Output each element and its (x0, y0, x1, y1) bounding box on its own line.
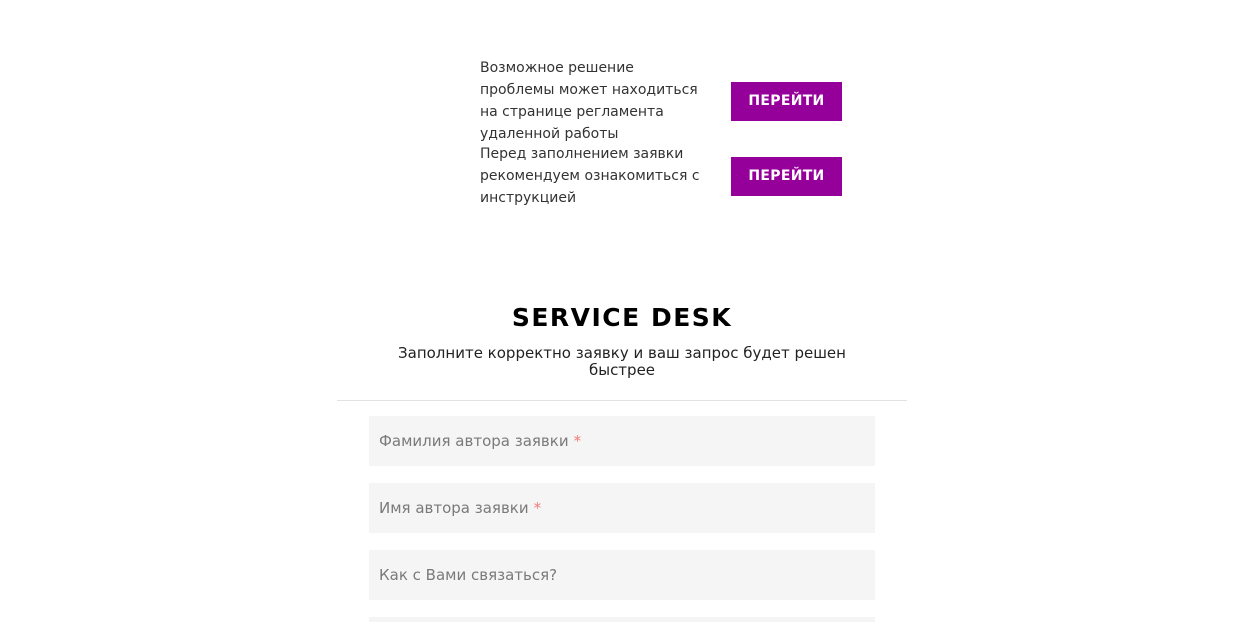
surname-placeholder: Фамилия автора заявки (379, 432, 569, 450)
divider (337, 400, 907, 401)
instruction-go-button[interactable]: ПЕРЕЙТИ (731, 157, 842, 196)
form-title: SERVICE DESK (511, 303, 733, 332)
contact-placeholder: Как с Вами связаться? (379, 566, 558, 584)
required-mark: * (533, 499, 542, 517)
instruction-info-row (480, 143, 842, 209)
surname-field[interactable] (369, 416, 875, 466)
name-field[interactable] (369, 483, 875, 533)
name-placeholder: Имя автора заявки (379, 499, 529, 517)
contact-field[interactable] (369, 550, 875, 600)
form-subtitle: Заполните корректно заявку и ваш запрос будет решен быстрее (398, 344, 846, 379)
next-field[interactable] (369, 617, 875, 622)
required-mark: * (573, 432, 582, 450)
remote-work-info-row (480, 57, 842, 145)
instruction-info-text: Перед заполнением заявки рекомендуем ознакомиться с инструкцией (480, 146, 700, 206)
remote-work-go-button[interactable]: ПЕРЕЙТИ (731, 82, 842, 121)
remote-work-info-text: Возможное решение проблемы может находиться на странице регламента удаленной работы (480, 60, 698, 142)
